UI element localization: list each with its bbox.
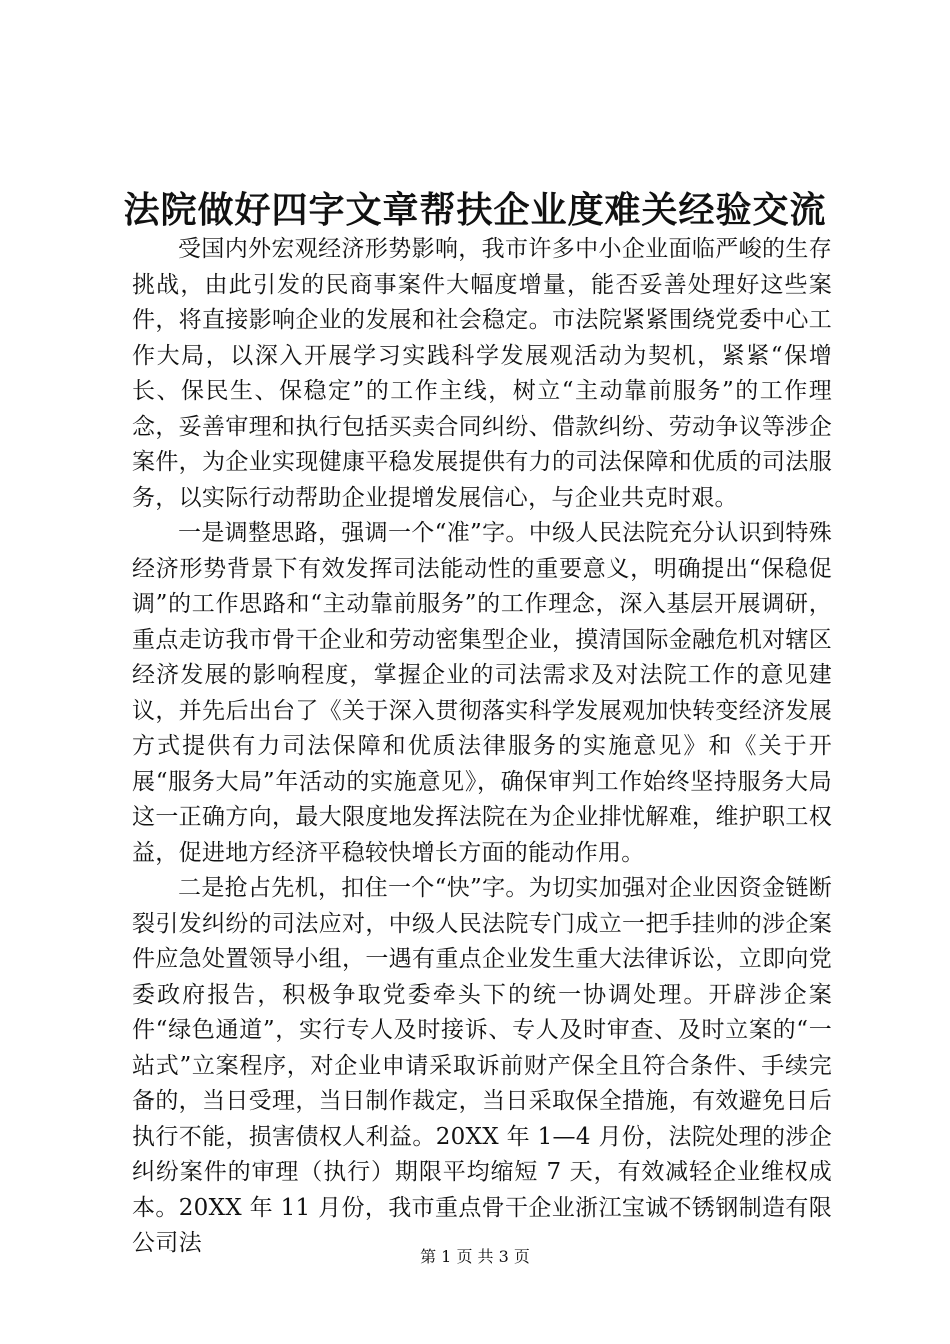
document-title: 法院做好四字文章帮扶企业度难关经验交流 bbox=[123, 189, 827, 231]
paragraph-point-one: 一是调整思路，强调一个“准”字。中级人民法院充分认识到特殊经济形势背景下有效发挥司法能动性的重要意义，明确提出“保稳促调”的工作思路和“主动靠前服务”的工作理念，深入基层开展调研，重点走访我市骨干企业和劳动密集型企业，摸清国际金融危机对辖区经济发展的影响程度，掌握企业的司法需求及对法院工作的意见建议，并先后出台了《关于深入贯彻落实科学发展观加快转变经济发展方式提供有力司法保障和优质法律服务的实施意见》和《关于开展“服务大局”年活动的实施意见》，确保审判工作始终坚持服务大局这一正确方向，最大限度地发挥法院在为企业排忧解难，维护职工权益，促进地方经济平稳较快增长方面的能动作用。 bbox=[132, 520, 832, 866]
paragraph-intro: 受国内外宏观经济形势影响，我市许多中小企业面临严峻的生存挑战，由此引发的民商事案件大幅度增量，能否妥善处理好这些案件，将直接影响企业的发展和社会稳定。市法院紧紧围绕党委中心工作大局，以深入开展学习实践科学发展观活动为契机，紧紧“保增长、保民生、保稳定”的工作主线，树立“主动靠前服务”的工作理念，妥善审理和执行包括买卖合同纠纷、借款纠纷、劳动争议等涉企案件，为企业实现健康平稳发展提供有力的司法保障和优质的司法服务，以实际行动帮助企业提增发展信心，与企业共克时艰。 bbox=[132, 236, 832, 511]
paragraph-point-two: 二是抢占先机，扣住一个“快”字。为切实加强对企业因资金链断裂引发纠纷的司法应对，中级人民法院专门成立一把手挂帅的涉企案件应急处置领导小组，一遇有重点企业发生重大法律诉讼，立即向党委政府报告，积极争取党委牵头下的统一协调处理。开辟涉企案件“绿色通道”，实行专人及时接诉、专人及时审查、及时立案的“一站式”立案程序，对企业申请采取诉前财产保全且符合条件、手续完备的，当日受理，当日制作裁定，当日采取保全措施，有效避免日后执行不能，损害债权人利益。20XX 年 1—4 月份，法院处理的涉企纠纷案件的审理（执行）期限平均缩短 7 天，有效减轻企业维权成本。20XX 年 11 月份，我市重点骨干企业浙江宝诚不锈钢制造有限公司法 bbox=[132, 875, 832, 1256]
document-body bbox=[132, 232, 832, 1262]
page-number-footer: 第 1 页 共 3 页 bbox=[420, 1247, 530, 1266]
